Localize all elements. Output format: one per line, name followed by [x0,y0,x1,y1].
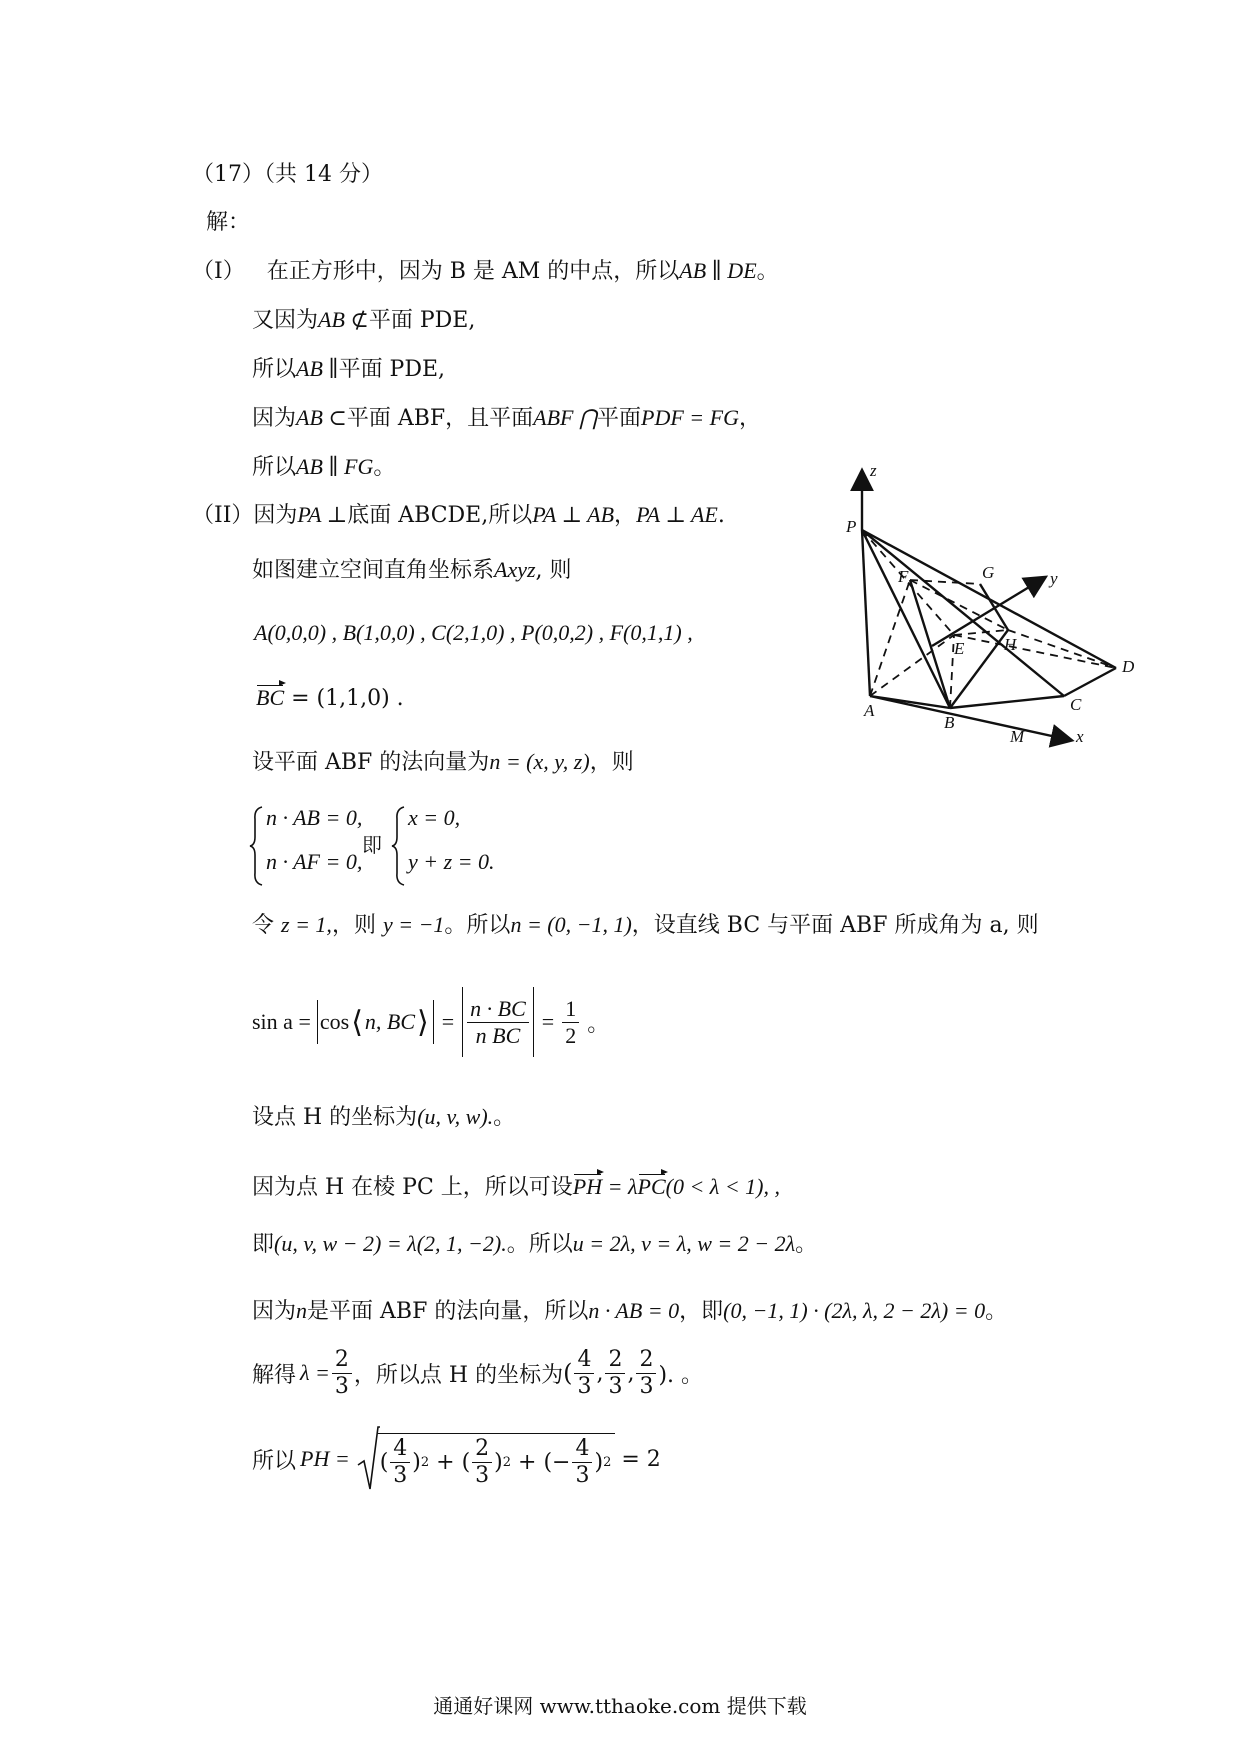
fraction [636,1347,656,1400]
normal-ab-line [252,1296,1007,1327]
sqrt-icon [356,1425,380,1493]
part1-line5 [252,452,395,483]
text: 。 [493,1105,516,1130]
numerator: 2 [636,1347,656,1374]
part1-line3 [252,354,445,385]
math: (u, v, w). [417,1104,494,1129]
text: ，设直线 BC 与平面 ABF 所成角为 a, 则 [631,913,1039,938]
math: n, BC [364,1009,416,1034]
text: 平面 [597,406,642,431]
part2-line1 [192,500,725,531]
text: ，则 [331,913,376,938]
label-h: H [1004,635,1017,654]
numerator: n · BC [467,996,529,1023]
sqrt-body: ( $\frac{4}{3}$ ) 2 + ( $\frac{2}{3}$ ) 2 + (− $\frac{4}{3}$ ) 2 [378,1433,616,1489]
text: 。 [587,1010,610,1036]
denominator: 3 [577,1373,592,1399]
sin-formula [252,982,609,1062]
numerator: 2 [605,1347,625,1374]
abs-bar [533,987,534,1057]
math: λ = [300,1360,330,1385]
label-p: P [846,517,857,536]
math: n = (x, y, z) [489,749,590,774]
denominator: 3 [575,1463,590,1488]
text: = (1,1,0) . [284,686,404,711]
fraction [390,1436,410,1489]
vector-bc: BC [256,683,284,713]
label-m: M [1010,727,1025,746]
text: 即 [252,1232,275,1257]
text: sin a = [252,1009,311,1034]
math: n = (0, −1, 1) [510,912,632,937]
dashed-edges [862,530,1116,708]
math: PDF = FG [641,405,739,430]
equation-system [248,805,508,887]
label-a: A [864,701,875,720]
text: ). 。 [658,1362,704,1388]
system2-row-2: y + z = 0. [408,849,495,874]
text: 底面 ABCDE,所以 [347,503,533,528]
label-x: x [1076,727,1084,746]
rangle-icon: ⟩ [417,1005,429,1039]
coordinates-line: A(0,0,0) , B(1,0,0) , C(2,1,0) , P(0,0,2) , F(0,1,1) , [254,620,693,645]
text: 平面 ABF，且平面 [346,406,534,431]
math: n [296,1298,308,1323]
math: n · AB = 0 [588,1298,680,1323]
text: ，所以点 H 的坐标为 [353,1362,564,1388]
math: ABF ⋂ [533,405,598,430]
math: PA ⊥ AB [532,502,615,527]
paren: ( [563,1359,573,1387]
label-y: y [1050,569,1058,588]
math: (u, v, w − 2) = λ(2, 1, −2). [274,1231,507,1256]
text: n · AB = 0, [266,805,363,830]
denominator: 3 [475,1463,490,1488]
solution-label: 解： [206,210,251,235]
denominator: 3 [393,1463,408,1488]
text: 。所以 [444,913,511,938]
label-c: C [1070,695,1082,714]
part1-label: （I） [192,259,245,284]
numerator: 4 [390,1436,410,1463]
abs-bar [317,1000,318,1044]
numerator: 2 [472,1436,492,1463]
solve-line: 解得 λ = $\frac{2}{3}$ ，所以点 H 的坐标为 ( $\frac{4}{3}$ , $\frac{2}{3}$ , $\frac{2}{3}$ ). 。 [252,1346,704,1399]
math: Axyz [494,557,536,582]
vector-ph: PH [573,1172,602,1202]
math: y = −1 [382,912,445,937]
equals: = [441,1009,455,1034]
label-g: G [982,563,995,582]
text: cos [319,1009,350,1034]
fraction [332,1347,352,1400]
fraction [574,1347,594,1400]
fraction-half [562,996,579,1049]
numerator: 1 [562,996,579,1023]
fraction [467,996,529,1049]
label-d: D [1122,657,1135,676]
math: (0, −1, 1) · (2λ, λ, 2 − 2λ) = 0 [723,1298,986,1323]
numerator: 2 [332,1347,352,1374]
text: 因为 [252,406,297,431]
system-row-1 [266,805,362,831]
text: 。 [795,1232,818,1257]
denominator: 2 [565,1022,577,1048]
text: 令 [252,913,275,938]
label-b: B [944,713,955,732]
text: 。 [373,455,396,480]
text: 。所以 [506,1232,573,1257]
numerator: 4 [572,1436,592,1463]
text: 平面 PDE, [368,308,476,333]
part2-label: （II） [192,503,254,528]
math: = λ [602,1174,638,1199]
normal-line [252,747,634,778]
text: 又因为 [252,308,319,333]
text: ，则 [589,750,634,775]
label-z: z [870,461,877,480]
text: ， [738,406,761,431]
text: 如图建立空间直角坐标系 [252,558,495,583]
let-line [252,910,1039,941]
ji-line [252,1229,817,1260]
math: AB ∥ DE [679,258,757,283]
math: u = 2λ, v = λ, w = 2 − 2λ [572,1231,796,1256]
system2-row-1: x = 0, [408,805,461,830]
text: ，即 [679,1299,724,1324]
h-coord-line [252,1102,515,1133]
text: 因为 [252,1299,297,1324]
text: 所以 [252,1448,297,1474]
text: n · AF = 0, [266,849,363,874]
part2-line2 [252,555,572,586]
text: 因为点 H 在棱 PC 上，所以可设 [252,1175,573,1200]
fraction [472,1436,492,1489]
equals: = [541,1009,555,1034]
ji-label: 即 [362,833,382,857]
footer-text: 通通好课网 www.tthaoke.com 提供下载 [433,1694,807,1718]
text: , 则 [535,558,572,583]
denominator: 3 [334,1373,349,1399]
abs-bar [462,987,463,1057]
denominator: 3 [608,1373,623,1399]
ph-line [252,1424,661,1494]
math: (0 < λ < 1), , [665,1174,780,1199]
text: 设平面 ABF 的法向量为 [252,750,490,775]
text: 是平面 ABF 的法向量，所以 [307,1299,589,1324]
left-brace-icon [248,805,268,887]
math: AB ⊄ [318,307,369,332]
text: 所以 [252,455,297,480]
part1-line4 [252,403,761,434]
right-brace-icon [390,805,410,887]
text: . [717,503,725,528]
math: PH = [300,1446,350,1471]
denominator: n BC [475,1022,521,1048]
numerator: 4 [574,1347,594,1374]
text: 设点 H 的坐标为 [252,1105,418,1130]
math: z = 1, [281,912,332,937]
math: PA ⊥ [297,502,348,527]
denominator: 3 [639,1373,654,1399]
math: PA ⊥ AE [636,502,718,527]
fraction [572,1436,592,1489]
text: 。 [985,1299,1008,1324]
system-row-2 [266,849,362,875]
label-e: E [954,639,965,658]
text: 所以 [252,357,297,382]
text: = 2 [621,1446,661,1472]
text: ， [614,503,637,528]
text: 在正方形中，因为 B 是 AM 的中点，所以 [266,259,680,284]
text: 。 [756,259,779,284]
vector-pc: PC [638,1172,666,1202]
problem-title: （17）（共 14 分） [192,162,383,187]
part1-line2 [252,305,475,336]
bc-vector-line [256,683,404,714]
part1-line1 [192,256,779,287]
math: AB ∥ [296,356,339,381]
text: 解得 [252,1362,297,1388]
label-f: F [898,567,909,586]
math: AB ⊂ [296,405,347,430]
pc-line [252,1172,780,1203]
pyramid-figure [840,460,1160,760]
langle-icon: ⟨ [351,1005,363,1039]
text: 因为 [253,503,298,528]
math: AB ∥ FG [296,454,374,479]
fraction [605,1347,625,1400]
abs-bar [433,1000,434,1044]
text: 平面 PDE, [338,357,446,382]
